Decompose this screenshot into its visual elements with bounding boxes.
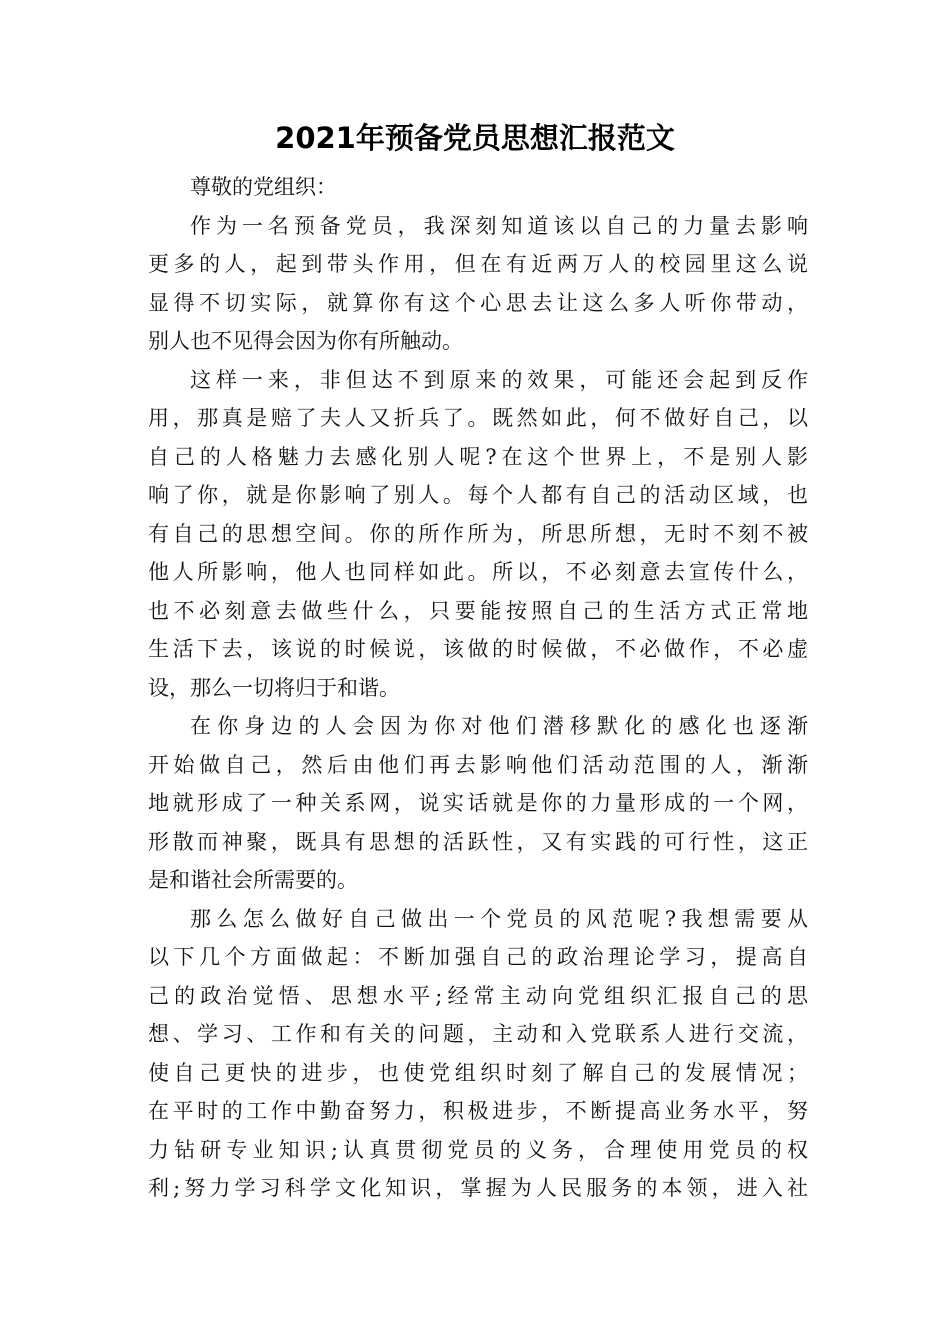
paragraph-line: 作为一名预备党员，我深刻知道该以自己的力量去影响 [190, 213, 808, 238]
paragraph-line: 别人也不见得会因为你有所触动。 [148, 329, 463, 353]
paragraph-line: 想、学习、工作和有关的问题，主动和入党联系人进行交流， [148, 1022, 808, 1046]
paragraph-line: 自己的人格魅力去感化别人呢?在这个世界上，不是别人影 [148, 444, 808, 469]
paragraph-line: 那么怎么做好自己做出一个党员的风范呢?我想需要从 [190, 906, 808, 931]
paragraph-line: 己的政治觉悟、思想水平;经常主动向党组织汇报自己的思 [148, 983, 808, 1008]
paragraph-line: 使自己更快的进步，也使党组织时刻了解自己的发展情况； [148, 1060, 808, 1085]
paragraph-line: 也不必刻意去做些什么，只要能按照自己的生活方式正常地 [148, 598, 808, 623]
paragraph-line: 力钻研专业知识;认真贯彻党员的义务，合理使用党员的权 [148, 1137, 808, 1162]
paragraph-line: 生活下去，该说的时候说，该做的时候做，不必做作，不必虚 [148, 637, 808, 661]
paragraph-line: 形散而神聚，既具有思想的活跃性，又有实践的可行性，这正 [148, 829, 808, 854]
salutation: 尊敬的党组织： [190, 175, 337, 199]
paragraph-line: 响了你，就是你影响了别人。每个人都有自己的活动区域，也 [148, 483, 808, 507]
paragraph-line: 开始做自己，然后由他们再去影响他们活动范围的人，渐渐 [148, 752, 808, 777]
paragraph-line: 设，那么一切将归于和谐。 [148, 675, 400, 700]
paragraph-line: 在平时的工作中勤奋努力，积极进步，不断提高业务水平，努 [148, 1099, 808, 1123]
document-body [148, 168, 808, 1208]
paragraph-line: 利;努力学习科学文化知识，掌握为人民服务的本领，进入社 [148, 1176, 808, 1200]
paragraph-line: 这样一来，非但达不到原来的效果，可能还会起到反作 [190, 367, 808, 392]
body-paragraph [148, 707, 808, 900]
paragraph-line: 有自己的思想空间。你的所作所为，所思所想，无时不刻不被 [148, 521, 808, 546]
paragraph-line: 地就形成了一种关系网，说实话就是你的力量形成的一个网， [148, 791, 808, 815]
paragraph-line: 以下几个方面做起：不断加强自己的政治理论学习，提高自 [148, 945, 808, 969]
paragraph-line: 用，那真是赔了夫人又折兵了。既然如此，何不做好自己，以 [148, 406, 808, 430]
paragraph-line: 在你身边的人会因为你对他们潜移默化的感化也逐渐 [190, 714, 808, 738]
paragraph-line: 更多的人，起到带头作用，但在有近两万人的校园里这么说 [148, 252, 808, 276]
paragraph-line: 显得不切实际，就算你有这个心思去让这么多人听你带动， [148, 290, 808, 315]
body-paragraph [148, 900, 808, 1208]
body-paragraph [148, 207, 808, 361]
paragraph-line: 是和谐社会所需要的。 [148, 868, 358, 892]
body-paragraph [148, 361, 808, 708]
paragraph-line: 他人所影响，他人也同样如此。所以，不必刻意去宣传什么， [148, 560, 808, 584]
document-title: 2021年预备党员思想汇报范文 [275, 121, 675, 155]
paragraph-list [148, 207, 808, 1208]
